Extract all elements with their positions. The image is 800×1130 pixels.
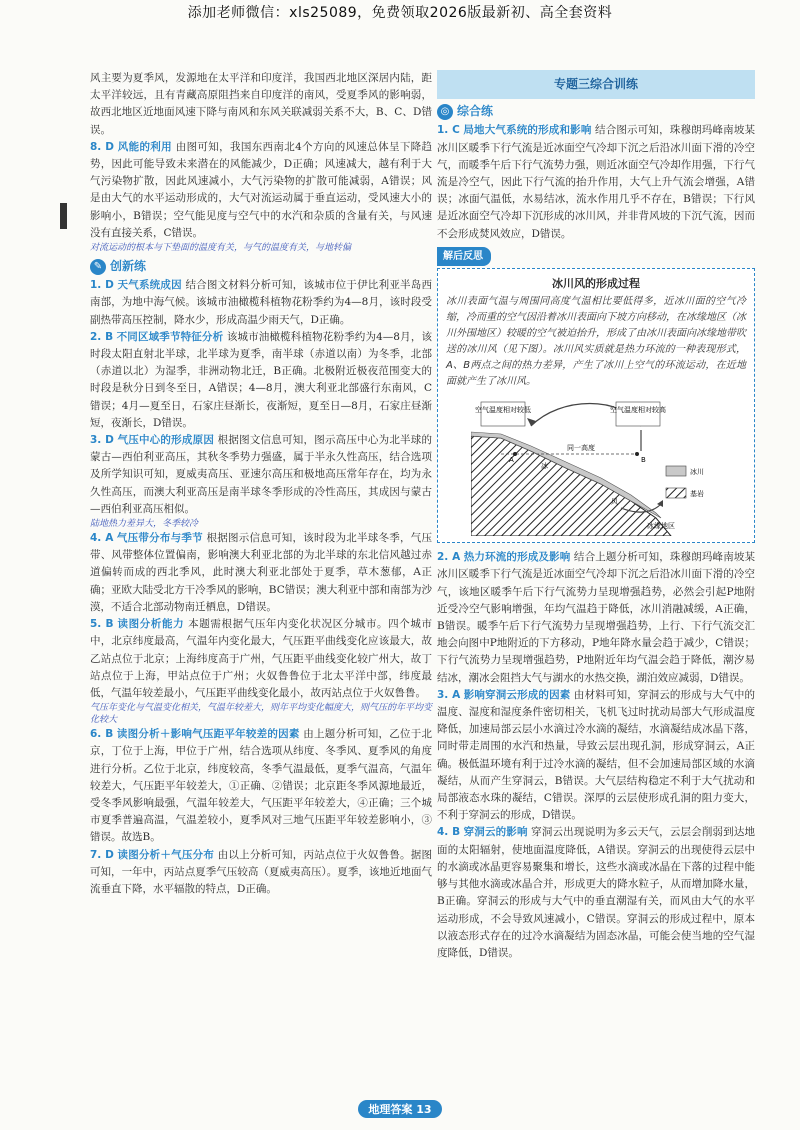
pen-icon: ✎ bbox=[90, 259, 106, 275]
comp-answer-4-tag: 穿洞云的影响 bbox=[463, 826, 528, 839]
label-cold: 空气温度相对较低 bbox=[475, 406, 531, 415]
label-same-height: 同一高度 bbox=[567, 444, 595, 453]
answer-8-tag: 风能的利用 bbox=[117, 140, 173, 153]
footer-label: 地理答案 bbox=[368, 1103, 413, 1116]
answer-4-tag: 气压带分布与季节 bbox=[116, 532, 203, 545]
comp-answer-1-text: 结合图示可知，珠穆朗玛峰南坡某冰川区暖季下行气流是近冰面空气冷却下沉之后沿冰川面下滑的冷空气，而暖季午后下行气流势力强，则近冰面空气冷却作用强，下行气流是冷空气，因此下行气流的抬升作用，大气上升气流会增强，A错误；冰面气温低，水易结冰，流水作用几乎不存在，B错误；下行风是近冰面空气冷却下沉形成的冰川风，并非背风坡的下沉气流，因而不会形成焚风效应，D错误。 bbox=[437, 124, 756, 240]
comp-answer-4-number: 4. B bbox=[437, 826, 461, 839]
comp-answer-1-number: 1. C bbox=[437, 124, 460, 137]
answer-7-tag: 读图分析＋气压分布 bbox=[117, 848, 215, 861]
handwritten-note-3: 陆地热力差异大，冬季较冷 bbox=[90, 519, 199, 530]
label-edge: 冰缘地区 bbox=[647, 522, 675, 531]
handwritten-note-5: 气压年变化与气温变化相关，气温年较差大，则年平均变化幅度大，则气压的年平均变化较大 bbox=[90, 703, 433, 726]
answer-8-text: 由图可知，我国东西南北4个方向的风速总体呈下降趋势，因此可能导致未来潜在的风能减少，D正确；风速减大，越有利于大气污染物扩散，因此风速减小，大气污染物的扩散可能减弱，A错误；风是由大气的水平运动形成的，大气对流运动属于垂直运动，受风速大小的影响小，B错误；空气能见度与空气中的水汽和杂质的含量有关，与风速没有直接关系，C错误。 bbox=[90, 140, 433, 239]
rethink-box bbox=[437, 268, 755, 543]
watermark-banner: 添加老师微信：xls25089，免费领取2026版最新初、高全套资料 bbox=[187, 5, 613, 21]
comp-answer-3 bbox=[437, 687, 755, 825]
answer-7 bbox=[90, 847, 432, 899]
answer-1-tag: 天气系统成因 bbox=[117, 279, 182, 292]
comp-answer-3-number: 3. A bbox=[437, 688, 461, 701]
topic-title-bar: 专题三综合训练 bbox=[437, 70, 755, 99]
comp-answer-1-tag: 局地大气系统的形成和影响 bbox=[463, 124, 592, 137]
answer-2-tag: 不同区域季节特征分析 bbox=[116, 330, 224, 343]
answer-3-number: 3. D bbox=[90, 434, 114, 447]
answer-4-text: 根据图示信息可知，该时段为北半球冬季，气压带、风带整体位置偏南，影响澳大利亚北部的为北半球的东北信风越过赤道偏转而成的西北季风，此时澳大利亚北部处于夏季，草木葱郁，A正确；亚欧大陆受北方干冷季风的影响，BC错误；澳大利亚中部和南部为沙漠，不适合北部动物南迁栖息，D错误。 bbox=[90, 532, 433, 613]
right-column bbox=[437, 70, 755, 962]
answer-2 bbox=[90, 329, 432, 432]
answer-7-text: 由以上分析可知，丙站点位于火奴鲁鲁。据图可知，一年中，丙站点夏季气压较高（夏威夷高压）。夏季，该地近地面气流垂直下降，水平辐散的特点，D正确。 bbox=[90, 848, 433, 895]
rethink-text: 冰川表面气温与周围同高度气温相比要低得多，近冰川面的空气冷缩，冷而重的空气因沿着冰川表面向下坡方向移动，在冰缘地区（冰川外围地区）较暖的空气被迫抬升，形成了由冰川表面向冰缘地带吹送的冰川风（见下图）。冰川风实质就是热力环流的一种表现形式，A、B两点之间的热力差异，产生了冰川上空气的环流运动，在近地面就产生了冰川风。 bbox=[446, 296, 746, 388]
comp-answer-4 bbox=[437, 824, 755, 962]
label-glacier: 冰 bbox=[541, 462, 548, 471]
answer-3 bbox=[90, 432, 432, 518]
comp-answer-2 bbox=[437, 549, 755, 687]
legend-rock-label: 基岩 bbox=[690, 490, 704, 499]
comp-answer-2-number: 2. A bbox=[437, 551, 461, 564]
innovation-section-title: 创新练 bbox=[110, 259, 147, 274]
answer-4 bbox=[90, 530, 432, 616]
glacier-wind-diagram bbox=[471, 396, 721, 536]
left-column bbox=[90, 70, 432, 898]
answer-6-tag: 读图分析＋影响气压距平年较差的因素 bbox=[116, 728, 300, 741]
answer-6-number: 6. B bbox=[90, 728, 114, 741]
answer-5-text: 本题需根据气压年内变化状况区分城市。四个城市中，北京纬度最高，气温年内变化最大，气压距平曲线变化应该最大，故乙站点位于北京；上海纬度高于广州，气压距平曲线变化较广州大，故丁站点位于上海，甲站点位于广州；火奴鲁鲁位于北太平洋中部，纬度最低，气温年较差最小，气压距平曲线变化最小，故丙站点位于火奴鲁鲁。 bbox=[90, 618, 432, 699]
answer-3-tag: 气压中心的形成原因 bbox=[117, 434, 215, 447]
legend-glacier-label: 冰川 bbox=[690, 468, 704, 477]
label-point-a: A bbox=[509, 456, 514, 465]
label-warm: 空气温度相对较高 bbox=[610, 406, 666, 415]
glacier-wind-svg bbox=[471, 396, 721, 536]
answer-4-number: 4. A bbox=[90, 532, 114, 545]
margin-mark bbox=[60, 203, 67, 229]
answer-2-number: 2. B bbox=[90, 330, 114, 343]
comp-answer-3-tag: 影响穿洞云形成的因素 bbox=[463, 688, 571, 701]
answer-5-number: 5. B bbox=[90, 618, 114, 631]
comp-answer-2-tag: 热力环流的形成及影响 bbox=[463, 551, 571, 564]
rethink-title: 冰川风的形成过程 bbox=[552, 277, 640, 291]
answer-8 bbox=[90, 139, 432, 242]
innovation-section-header bbox=[90, 258, 432, 275]
answer-5 bbox=[90, 616, 432, 702]
comp-answer-3-text: 由材料可知，穿洞云的形成与大气中的温度、湿度和湿度条件密切相关，飞机飞过时扰动局部大气形成温度降低，加速局部云层小水滴过冷水滴的凝结，水滴凝结成冰晶下落，同时带走周围的水汽和热量，导致云层出现孔洞，形成穿洞云，A正确。极低温环境有利于过冷水滴的凝结，但不会加速局部区域的水滴凝结，从而产生穿洞云，B错误。大气层结构稳定不利于大气扰动和局部液态水珠的凝结，C错误。深厚的云层使形成孔洞的阻力变大，不利于穿洞云的形成，D错误。 bbox=[437, 688, 756, 822]
answer-6 bbox=[90, 726, 432, 846]
footer-badge bbox=[358, 1100, 441, 1118]
answer-2-text: 该城市油橄榄科植物花粉季约为4—8月，该时段太阳直射北半球，北半球为夏季，南半球（赤道以南）为冬季，北部（赤道以北）为湿季，非洲动物北迁，B正确。北极附近极夜范围变大的时段是秋分日到冬至日，A错误；4—8月，澳大利亚北部盛行东南风，C错误；4月—夏至日，石家庄昼渐长，夜渐短，夏至日—8月，石家庄昼渐短，夜渐长，D错误。 bbox=[90, 330, 432, 429]
intro-paragraph: 风主要为夏季风，发源地在太平洋和印度洋，我国西北地区深居内陆，距太平洋较远，且有青藏高原阻挡来自印度洋的南风，受夏季风的影响弱，故西北地区近地面风速下降与南风和东风关联减弱关系不大，B、C、D错误。 bbox=[90, 72, 432, 136]
answer-3-text: 根据图文信息可知，图示高压中心为北半球的蒙古—西伯利亚高压，其秋冬季势力强盛，属于半永久性高压，结合选项及所学知识可知，夏威夷高压、亚速尔高压和极地高压常年存在，均为永久性高压，而澳大利亚高压是南半球冬季形成的冷性高压，其成因与蒙古—西伯利亚高压相似。 bbox=[90, 434, 433, 515]
answer-5-tag: 读图分析能力 bbox=[117, 618, 185, 631]
answer-1-number: 1. D bbox=[90, 279, 114, 292]
label-wind: 风 bbox=[611, 498, 618, 507]
comp-answer-1 bbox=[437, 122, 755, 242]
handwritten-note-8: 对流运动的根本与下垫面的温度有关，与气的温度有关，与地转偏 bbox=[90, 243, 352, 254]
answer-8-number: 8. D bbox=[90, 140, 115, 153]
rethink-label: 解后反思 bbox=[437, 247, 491, 266]
answer-6-text: 由上题分析可知，乙位于北京，丁位于上海，甲位于广州，结合选项从纬度、冬季风、夏季风的角度进行分析。乙位于北京，纬度较高，冬季气温最低，夏季气温高，气温年较差大，气压距平年较差大，①正确、②错误；北京距冬季风源地最近，受冬季风影响最强，气温年较差大，气压距平年较差大，④正确；三个城市夏季普遍高温，气温差较小，夏季风对三地气压距平年较差影响小，③错误。故选B。 bbox=[90, 728, 433, 844]
answer-1 bbox=[90, 277, 432, 329]
target-icon: ◎ bbox=[437, 104, 453, 120]
comprehensive-section-title: 综合练 bbox=[457, 104, 494, 119]
comprehensive-section-header bbox=[437, 103, 755, 120]
comp-answer-4-text: 穿洞云出现说明为多云天气，云层会削弱到达地面的太阳辐射，使地面温度降低，A错误。穿洞云的出现使得云层中的水滴或冰晶更容易聚集和增长，这些水滴或冰晶在下落的过程中能够与其他水滴或冰晶合并，形成更大的降水粒子，从而增加降水量，B正确。穿洞云的形成与大气中的垂直潮湿有关，而风由大气的水平运动形成，不会导致风速减小，C错误。穿洞云的形成过程中，原本以液态形式存在的过冷水滴凝结为固态冰晶，可能会使当地的空气湿度降低，D错误。 bbox=[437, 826, 756, 959]
answer-1-text: 结合图文材料分析可知，该城市位于伊比利亚半岛西南部，为地中海气候。该城市油橄榄科植物花粉季约为4—8月，该时段受副热带高压控制，降水少，形成高温少雨天气，D正确。 bbox=[90, 279, 433, 326]
comp-answer-2-text: 结合上题分析可知，珠穆朗玛峰南坡某冰川区暖季下行气流是近冰面空气冷却下沉之后沿冰川面下滑的冷空气，该地区暖季午后下行气流势力呈现增强趋势，必然会引起P地附近受冷空气影响增强，年均气温趋于降低，冰川消融减缓，A正确，B错误。暖季午后下行气流势力呈现增强趋势，上行、下行气流交汇地会向图中P地附近的下方移动，P地年降水量会趋于减少，C错误；下行气流势力呈现增强趋势，P地附近年均气温会趋于降低，潮汐易结冰，潮冰会阻挡大气与湖水的水热交换，湖泊效应减弱，D错误。 bbox=[437, 551, 756, 684]
answer-7-number: 7. D bbox=[90, 848, 114, 861]
page-number: 13 bbox=[416, 1103, 432, 1116]
page-footer bbox=[0, 1100, 800, 1118]
label-point-b: B bbox=[641, 456, 646, 465]
